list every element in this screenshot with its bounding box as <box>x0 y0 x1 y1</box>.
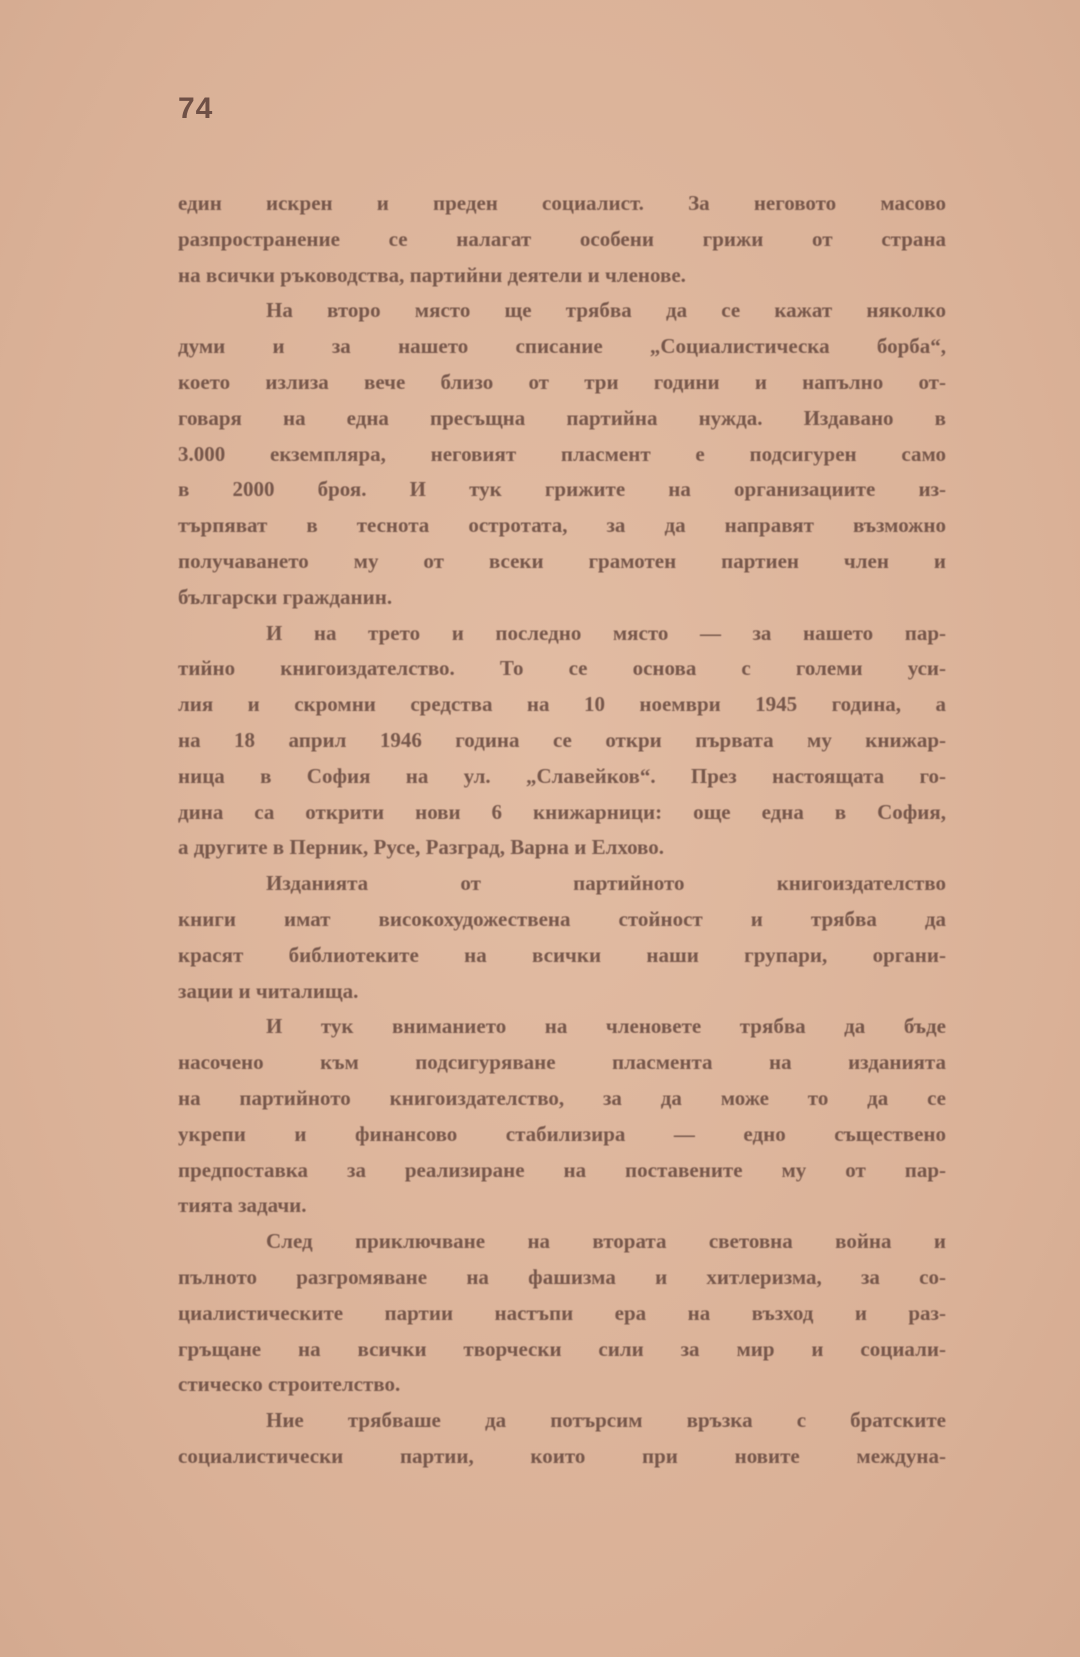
paragraph-start-line: И тук вниманието на членовете трябва да бъде <box>266 1014 946 1039</box>
text-line: дина са открити нови 6 книжарници: още една в София, <box>178 799 946 824</box>
text-line: циалистическите партии настъпи ера на възход и раз- <box>178 1300 946 1325</box>
text-line: на всички ръководства, партийни деятели и членове. <box>178 262 686 287</box>
page-number: 74 <box>178 92 214 125</box>
text-line: красят библиотеките на всички наши групари, органи- <box>178 942 946 967</box>
text-line: което излиза вече близо от три години и напълно от- <box>178 369 946 394</box>
text-line: лия и скромни средства на 10 ноември 1945 година, а <box>178 692 946 717</box>
text-line: стическо строителство. <box>178 1372 401 1397</box>
paragraph-start-line: Ние трябваше да потърсим връзка с братските <box>266 1408 946 1433</box>
text-line: търпяват в теснота остротата, за да направят възможно <box>178 513 946 538</box>
text-line: зации и читалища. <box>178 978 359 1003</box>
text-line: тийно книгоиздателство. То се основа с големи уси- <box>178 656 946 681</box>
text-line: на партийното книгоиздателство, за да може то да се <box>178 1085 946 1110</box>
text-line: 3.000 екземпляра, неговият пласмент е подсигурен само <box>178 441 946 466</box>
text-line: пълното разгромяване на фашизма и хитлеризма, за со- <box>178 1264 946 1289</box>
paragraph-start-line: Изданията от партийното книгоиздателство <box>266 871 946 896</box>
text-line: говаря на една пресъщна партийна нужда. Издавано в <box>178 405 946 430</box>
text-line: а другите в Перник, Русе, Разград, Варна и Елхово. <box>178 835 665 860</box>
text-line: укрепи и финансово стабилизира — едно съществено <box>178 1121 946 1146</box>
text-line: ница в София на ул. „Славейков“. През настоящата го- <box>178 763 946 788</box>
text-line: гръщане на всички творчески сили за мир и социали- <box>178 1336 946 1361</box>
paragraph-start-line: На второ място ще трябва да се кажат няколко <box>266 298 946 323</box>
text-line: социалистически партии, които при новите междуна- <box>178 1443 946 1468</box>
text-line: разпространение се налагат особени грижи от страна <box>178 226 946 251</box>
text-line: предпоставка за реализиране на поставените му от пар- <box>178 1157 946 1182</box>
text-line: книги имат високохудожествена стойност и трябва да <box>178 906 946 931</box>
paragraph-start-line: И на трето и последно място — за нашето пар- <box>266 620 946 645</box>
text-line: насочено към подсигуряване пласмента на изданията <box>178 1050 946 1075</box>
text-line: тията задачи. <box>178 1193 307 1218</box>
text-line: един искрен и преден социалист. За неговото масово <box>178 191 946 215</box>
text-line: получаването му от всеки грамотен партиен член и <box>178 548 946 573</box>
text-line: думи и за нашето списание „Социалистическа борба“, <box>178 334 946 359</box>
text-line: на 18 април 1946 година се откри първата му книжар- <box>178 727 946 752</box>
text-line: български гражданин. <box>178 584 393 609</box>
paragraph-start-line: След приключване на втората световна война и <box>266 1229 946 1254</box>
text-line: в 2000 броя. И тук грижите на организациите из- <box>178 477 946 502</box>
body-text <box>178 186 946 1475</box>
